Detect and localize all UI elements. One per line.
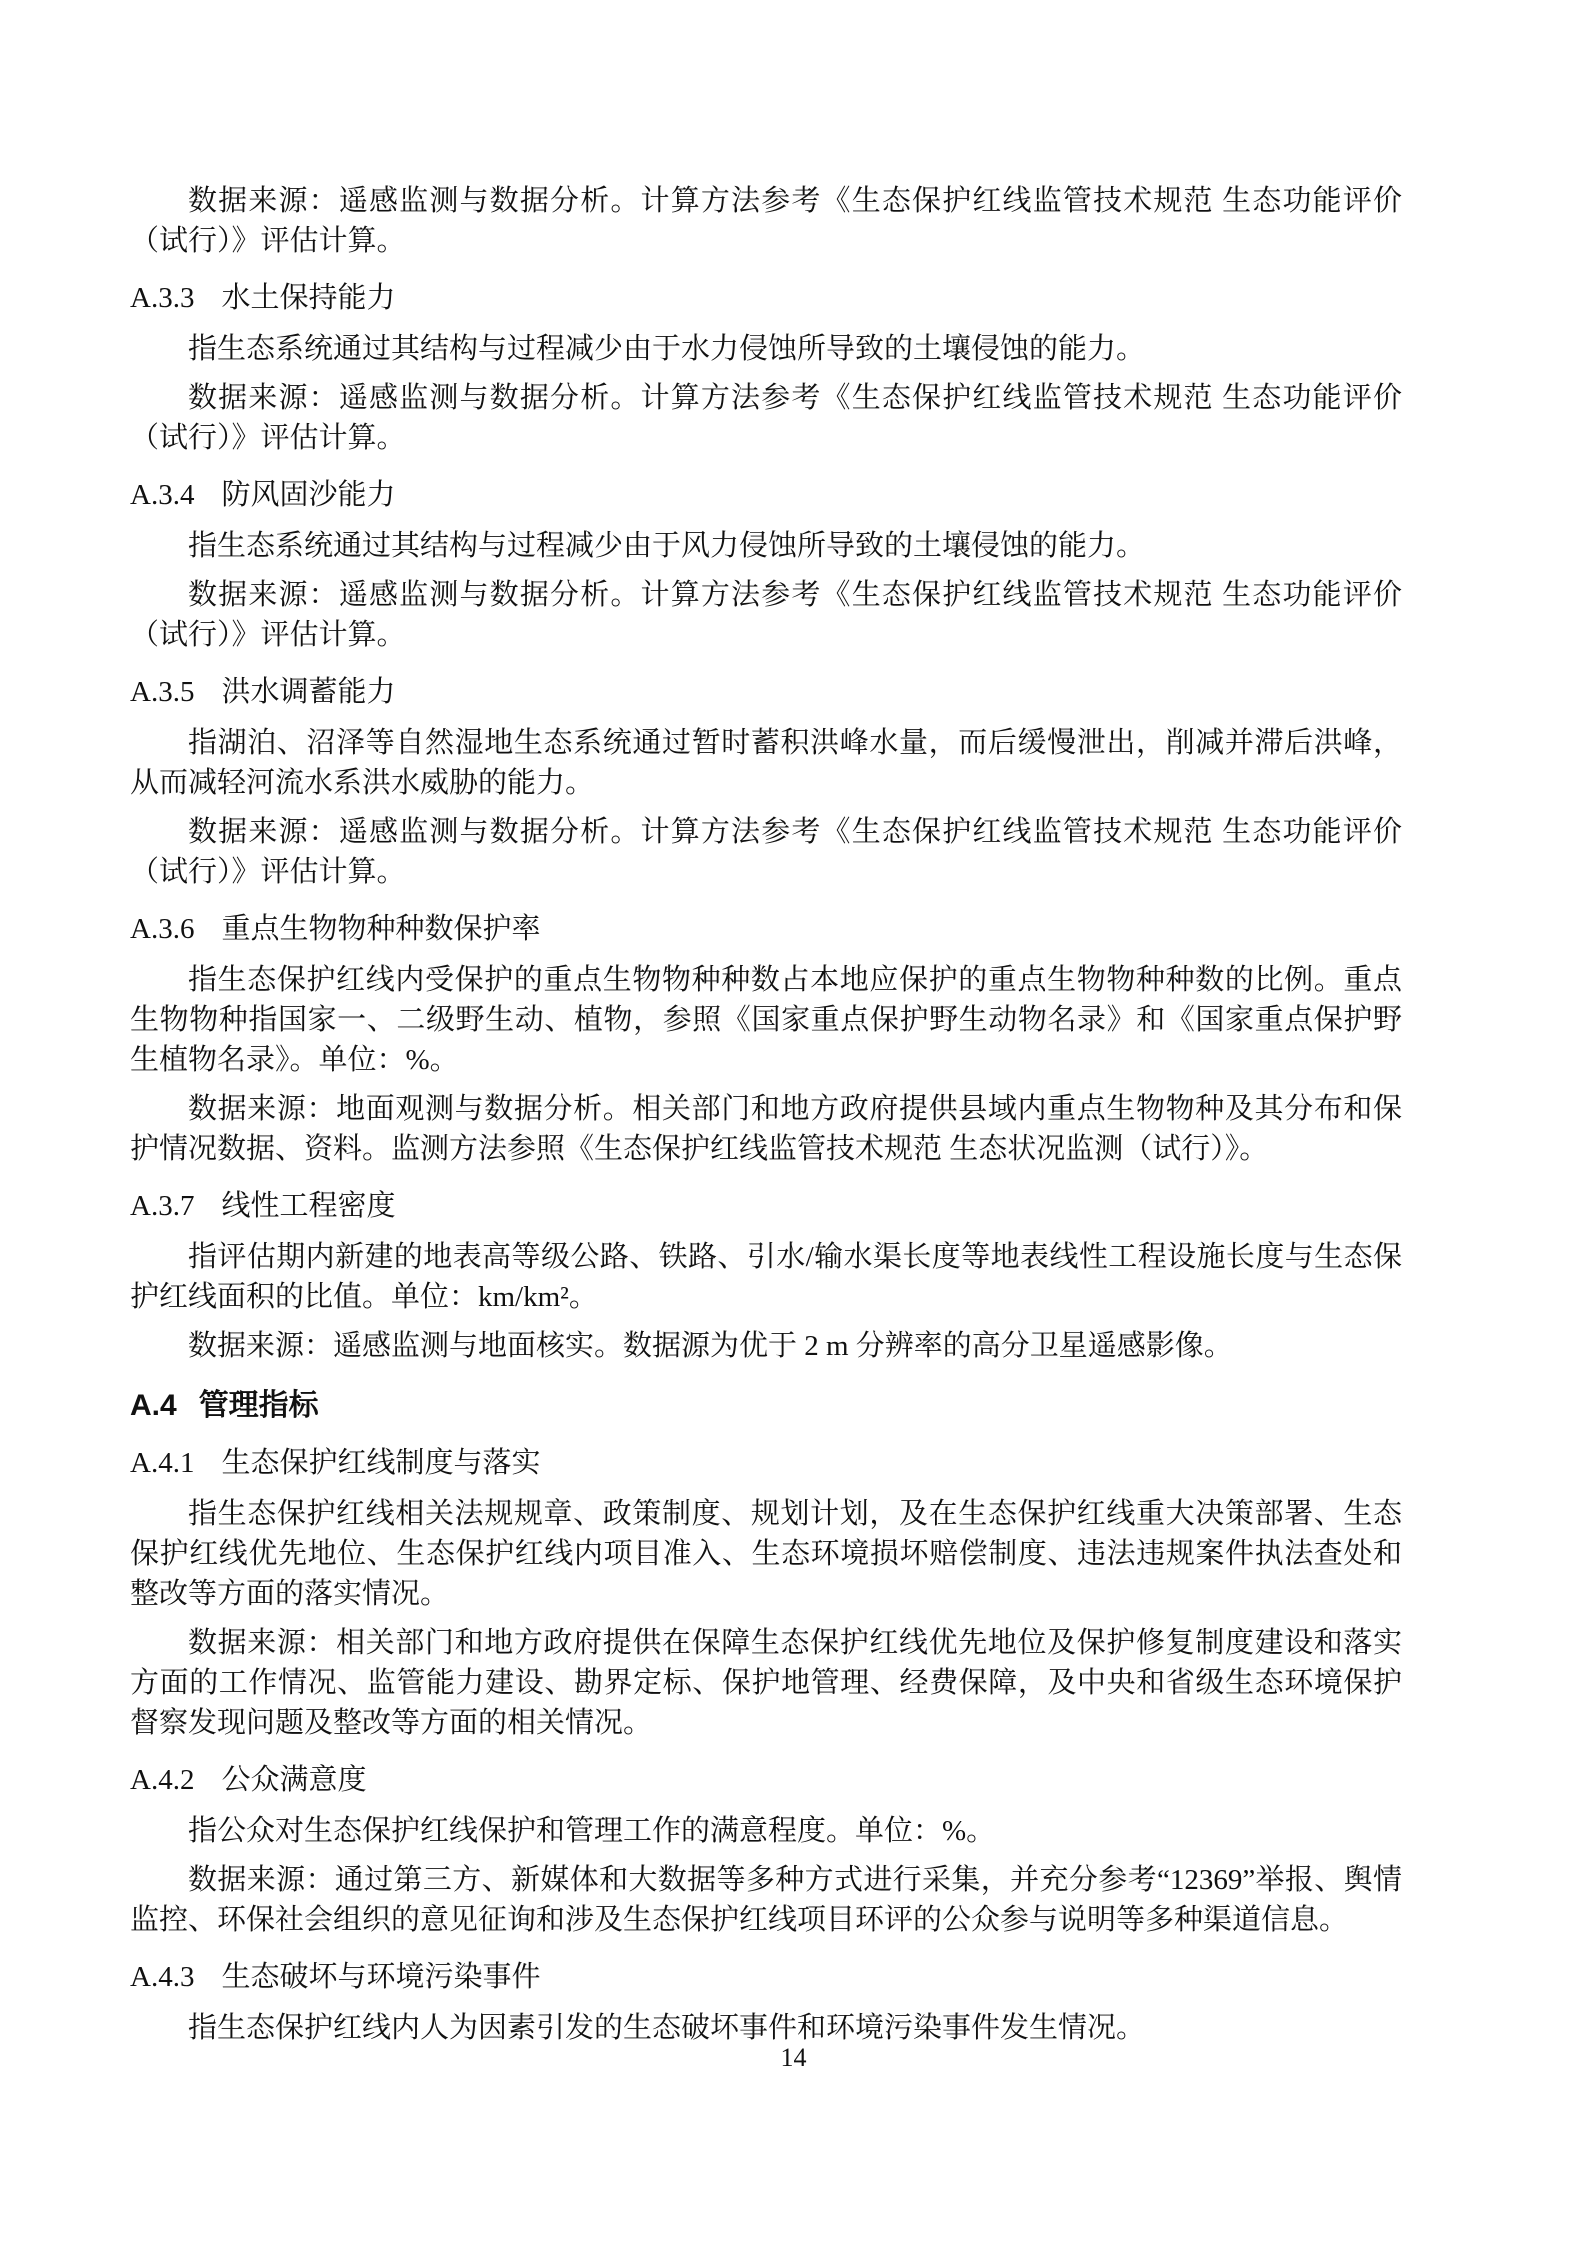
section-title: 公众满意度: [221, 1764, 367, 1796]
data-source-paragraph: 数据来源：遥感监测与数据分析。计算方法参考《生态保护红线监管技术规范 生态功能评价（试行）》评估计算。: [130, 816, 1402, 888]
section-heading-a-4-3: [130, 1957, 1402, 1997]
section-title: 防风固沙能力: [221, 479, 396, 511]
section-heading-a-3-6: [130, 909, 1402, 949]
section-number: A.4.3: [130, 1961, 195, 1993]
section-title: 线性工程密度: [221, 1190, 396, 1222]
data-source-paragraph: 数据来源：地面观测与数据分析。相关部门和地方政府提供县域内重点生物物种及其分布和保护情况数据、资料。监测方法参照《生态保护红线监管技术规范 生态状况监测（试行）》。: [130, 1093, 1402, 1165]
section-heading-a-3-3: [130, 278, 1402, 318]
data-source-paragraph: 数据来源：遥感监测与数据分析。计算方法参考《生态保护红线监管技术规范 生态功能评价（试行）》评估计算。: [130, 382, 1402, 454]
section-heading-a-3-7: [130, 1186, 1402, 1226]
definition-paragraph: 指生态系统通过其结构与过程减少由于风力侵蚀所导致的土壤侵蚀的能力。: [188, 530, 1146, 562]
data-source-paragraph: 数据来源：通过第三方、新媒体和大数据等多种方式进行采集，并充分参考“12369”举报、舆情监控、环保社会组织的意见征询和涉及生态保护红线项目环评的公众参与说明等多种渠道信息。: [130, 1864, 1402, 1936]
definition-paragraph: 指生态系统通过其结构与过程减少由于水力侵蚀所导致的土壤侵蚀的能力。: [188, 333, 1146, 365]
definition-paragraph: 指评估期内新建的地表高等级公路、铁路、引水/输水渠长度等地表线性工程设施长度与生态保护红线面积的比值。单位：km/km²。: [130, 1241, 1402, 1313]
section-heading-a-3-5: [130, 672, 1402, 712]
section-number: A.3.4: [130, 479, 195, 511]
section-title: 洪水调蓄能力: [221, 676, 396, 708]
section-heading-a-4: [130, 1386, 1402, 1426]
section-heading-a-4-1: [130, 1443, 1402, 1483]
section-heading-a-4-2: [130, 1760, 1402, 1800]
section-number: A.3.6: [130, 913, 195, 945]
page-number: 14: [780, 2043, 807, 2072]
section-number: A.3.5: [130, 676, 195, 708]
page-body-text: [130, 172, 1402, 2057]
section-title: 水土保持能力: [221, 282, 396, 314]
definition-paragraph: 指生态保护红线内人为因素引发的生态破坏事件和环境污染事件发生情况。: [188, 2012, 1146, 2044]
section-title: 生态保护红线制度与落实: [221, 1447, 541, 1479]
definition-paragraph: 指生态保护红线内受保护的重点生物物种种数占本地应保护的重点生物物种种数的比例。重点生物物种指国家一、二级野生动、植物，参照《国家重点保护野生动物名录》和《国家重点保护野生植物名录》。单位：%。: [130, 964, 1402, 1076]
section-number: A.3.3: [130, 282, 195, 314]
data-source-paragraph: 数据来源：遥感监测与数据分析。计算方法参考《生态保护红线监管技术规范 生态功能评价（试行）》评估计算。: [130, 185, 1402, 257]
section-number: A.4.1: [130, 1447, 195, 1479]
section-title: 重点生物物种种数保护率: [221, 913, 541, 945]
definition-paragraph: 指生态保护红线相关法规规章、政策制度、规划计划，及在生态保护红线重大决策部署、生态保护红线优先地位、生态保护红线内项目准入、生态环境损坏赔偿制度、违法违规案件执法查处和整改等方面的落实情况。: [130, 1498, 1402, 1610]
section-number: A.4: [130, 1389, 177, 1422]
data-source-paragraph: 数据来源：相关部门和地方政府提供在保障生态保护红线优先地位及保护修复制度建设和落实方面的工作情况、监管能力建设、勘界定标、保护地管理、经费保障，及中央和省级生态环境保护督察发现问题及整改等方面的相关情况。: [130, 1627, 1402, 1739]
section-number: A.4.2: [130, 1764, 195, 1796]
section-title: 生态破坏与环境污染事件: [221, 1961, 541, 1993]
definition-paragraph: 指湖泊、沼泽等自然湿地生态系统通过暂时蓄积洪峰水量，而后缓慢泄出，削减并滞后洪峰，从而减轻河流水系洪水威胁的能力。: [130, 727, 1402, 799]
data-source-paragraph: 数据来源：遥感监测与地面核实。数据源为优于 2 m 分辨率的高分卫星遥感影像。: [188, 1330, 1233, 1362]
data-source-paragraph: 数据来源：遥感监测与数据分析。计算方法参考《生态保护红线监管技术规范 生态功能评价（试行）》评估计算。: [130, 579, 1402, 651]
section-heading-a-3-4: [130, 475, 1402, 515]
definition-paragraph: 指公众对生态保护红线保护和管理工作的满意程度。单位：%。: [188, 1815, 996, 1847]
section-title: 管理指标: [198, 1389, 319, 1422]
section-number: A.3.7: [130, 1190, 195, 1222]
